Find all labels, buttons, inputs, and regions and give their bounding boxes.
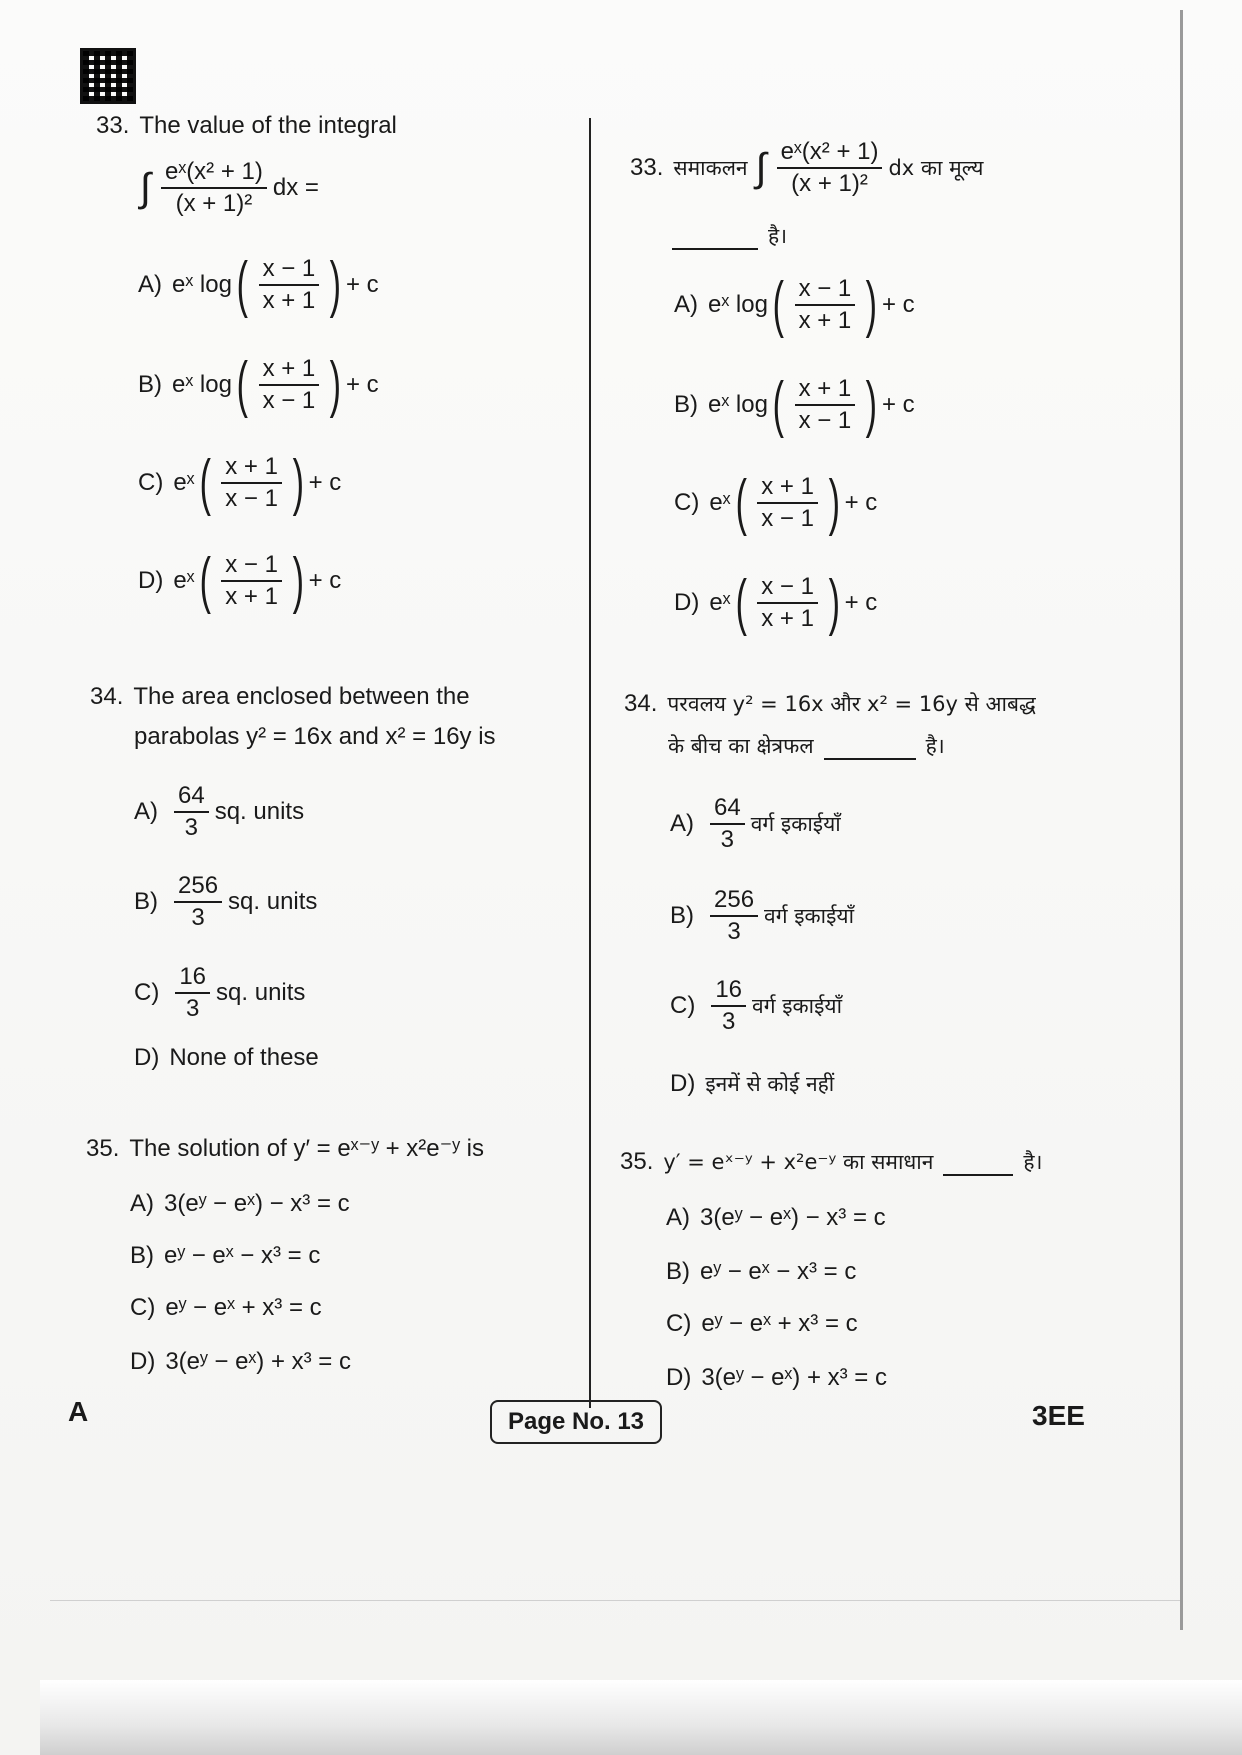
option-33d-en[interactable]	[138, 546, 342, 615]
option-text: eʸ − eˣ − x³ = c	[700, 1258, 857, 1285]
option-prefix: eˣ log	[172, 371, 232, 398]
option-label: B)	[670, 902, 694, 929]
right-paren-icon: )	[292, 448, 304, 517]
column-divider	[589, 118, 591, 1408]
fraction-numerator: x − 1	[757, 573, 818, 604]
option-33c-hi[interactable]	[674, 468, 878, 537]
left-paren-icon: (	[236, 250, 248, 319]
question-33-hi-line2	[672, 222, 787, 250]
option-35b-hi[interactable]	[666, 1258, 856, 1286]
fraction-numerator: x + 1	[221, 453, 282, 484]
option-fraction	[221, 453, 282, 513]
fraction-numerator: x − 1	[221, 551, 282, 582]
fraction-denominator: x + 1	[761, 605, 814, 632]
right-paren-icon: )	[329, 250, 342, 319]
fraction-denominator: (x + 1)²	[791, 170, 868, 197]
option-label: B)	[674, 391, 698, 418]
left-paren-icon: (	[772, 370, 784, 439]
right-paren-icon: )	[828, 568, 840, 637]
option-suffix: + c	[881, 291, 915, 318]
option-suffix: + c	[881, 391, 915, 418]
option-35a-en[interactable]	[130, 1190, 350, 1218]
option-35d-hi[interactable]	[666, 1364, 887, 1392]
option-text: None of these	[169, 1044, 319, 1071]
question-number: 35.	[86, 1135, 120, 1162]
option-34b-en[interactable]	[134, 872, 317, 932]
right-paren-icon: )	[828, 468, 840, 537]
left-paren-icon: (	[236, 350, 248, 419]
fraction-denominator: 3	[191, 904, 205, 931]
option-unit: sq. units	[228, 888, 318, 915]
question-33-hi	[630, 138, 983, 198]
option-34b-hi[interactable]	[670, 886, 854, 946]
option-unit: sq. units	[214, 798, 305, 825]
question-suffix: dx का मूल्य	[888, 156, 984, 180]
option-fraction	[175, 963, 210, 1023]
fraction-denominator: 3	[722, 1008, 736, 1035]
fraction-denominator: 3	[720, 826, 735, 853]
integral-sign-icon: ∫	[755, 146, 767, 190]
right-paren-icon: )	[865, 370, 878, 439]
option-label: B)	[666, 1258, 690, 1285]
option-suffix: + c	[345, 271, 379, 298]
option-33b-hi[interactable]	[674, 370, 915, 439]
fraction-numerator: 64	[710, 794, 745, 825]
option-fraction	[711, 976, 746, 1036]
scan-shadow	[40, 1680, 1242, 1755]
fraction-denominator: (x + 1)²	[175, 190, 253, 217]
set-letter: A	[68, 1396, 89, 1427]
option-33d-hi[interactable]	[674, 568, 878, 637]
question-text-line1: The area enclosed between the	[133, 683, 470, 710]
page-fold-line	[50, 1600, 1180, 1601]
option-label: D)	[666, 1364, 692, 1391]
fraction-numerator: x − 1	[795, 275, 856, 306]
qr-code-icon	[80, 48, 136, 104]
option-prefix: eˣ log	[708, 291, 768, 318]
option-label: C)	[670, 992, 696, 1019]
option-fraction	[259, 255, 320, 315]
option-33b-en[interactable]	[138, 350, 379, 419]
right-paren-icon: )	[329, 350, 342, 419]
option-label: D)	[130, 1348, 156, 1375]
fraction-denominator: 3	[186, 995, 200, 1022]
option-label: A)	[670, 810, 694, 837]
option-unit: वर्ग इकाईयाँ	[750, 812, 841, 836]
option-fraction	[221, 551, 282, 611]
option-33c-en[interactable]	[138, 448, 342, 517]
fraction-numerator: x + 1	[795, 375, 856, 406]
option-34c-en[interactable]	[134, 963, 305, 1023]
fraction-denominator: x − 1	[262, 387, 316, 414]
option-text: 3(eʸ − eˣ) + x³ = c	[701, 1364, 887, 1391]
question-33-en	[96, 112, 397, 140]
integral-suffix: dx =	[272, 174, 319, 201]
left-paren-icon: (	[735, 468, 747, 537]
option-label: B)	[134, 888, 158, 915]
answer-blank	[824, 738, 916, 760]
question-34-en	[90, 683, 560, 751]
fraction-denominator: x − 1	[798, 407, 852, 434]
option-34a-hi[interactable]	[670, 794, 841, 854]
option-label: C)	[666, 1310, 692, 1337]
option-33a-en[interactable]	[138, 250, 379, 319]
option-prefix: eˣ	[709, 589, 731, 616]
option-label: A)	[130, 1190, 154, 1217]
integral-expression-en	[140, 158, 319, 218]
fraction-numerator: 64	[174, 782, 209, 813]
option-fraction	[795, 275, 856, 335]
fraction-numerator: x − 1	[259, 255, 320, 286]
answer-blank	[672, 228, 758, 250]
option-suffix: + c	[308, 469, 342, 496]
question-prefix: समाकलन	[673, 156, 748, 180]
option-label: D)	[138, 567, 164, 594]
option-34a-en[interactable]	[134, 782, 304, 842]
left-paren-icon: (	[735, 568, 747, 637]
question-number: 34.	[90, 683, 124, 710]
question-number: 34.	[624, 690, 658, 717]
option-fraction	[795, 375, 856, 435]
option-fraction	[757, 573, 818, 633]
question-text: The value of the integral	[139, 112, 397, 139]
option-label: D)	[674, 589, 700, 616]
option-35d-en[interactable]	[130, 1348, 351, 1376]
option-34d-en[interactable]	[134, 1044, 319, 1072]
question-end: है।	[1023, 1150, 1043, 1174]
option-label: A)	[674, 291, 698, 318]
fraction-denominator: x + 1	[225, 583, 278, 610]
option-text: eʸ − eˣ + x³ = c	[701, 1310, 858, 1337]
left-paren-icon: (	[199, 546, 211, 615]
left-paren-icon: (	[772, 270, 784, 339]
option-fraction	[710, 794, 745, 854]
paper-code: 3EE	[1032, 1400, 1085, 1431]
fraction-denominator: x + 1	[262, 287, 316, 314]
integral-fraction	[161, 158, 267, 218]
option-fraction	[174, 872, 222, 932]
question-35-en	[86, 1134, 484, 1163]
option-text: eʸ − eˣ − x³ = c	[164, 1242, 321, 1269]
answer-blank	[943, 1154, 1013, 1176]
question-text: The solution of y′ = eˣ⁻ʸ + x²e⁻ʸ is	[129, 1135, 484, 1162]
integral-fraction	[777, 138, 883, 198]
integral-sign-icon: ∫	[140, 166, 151, 210]
option-text: इनमें से कोई नहीं	[705, 1072, 835, 1096]
option-label: A)	[134, 798, 158, 825]
question-number: 33.	[630, 154, 664, 181]
fraction-denominator: x − 1	[761, 505, 814, 532]
question-text-line1: परवलय y² = 16x और x² = 16y से आबद्ध	[667, 692, 1036, 716]
option-unit: वर्ग इकाईयाँ	[752, 994, 843, 1018]
fraction-denominator: 3	[184, 814, 199, 841]
fraction-numerator: x + 1	[259, 355, 320, 386]
option-label: D)	[134, 1044, 160, 1071]
page-number-box: Page No. 13	[490, 1400, 662, 1444]
fraction-denominator: 3	[727, 918, 741, 945]
option-35c-hi[interactable]	[666, 1310, 858, 1338]
option-label: C)	[130, 1294, 156, 1321]
option-text: eʸ − eˣ + x³ = c	[165, 1294, 322, 1321]
question-end: है।	[768, 224, 788, 248]
option-unit: sq. units	[216, 979, 306, 1006]
option-prefix: eˣ	[173, 469, 195, 496]
right-paren-icon: )	[292, 546, 304, 615]
question-number: 33.	[96, 112, 130, 139]
option-34d-hi[interactable]	[670, 1070, 834, 1098]
page-edge	[1180, 10, 1183, 1630]
option-text: 3(eʸ − eˣ) − x³ = c	[164, 1190, 350, 1217]
left-paren-icon: (	[199, 448, 211, 517]
right-paren-icon: )	[865, 270, 878, 339]
option-suffix: + c	[844, 589, 878, 616]
option-label: C)	[134, 979, 160, 1006]
option-35c-en[interactable]	[130, 1294, 322, 1322]
option-unit: वर्ग इकाईयाँ	[764, 904, 855, 928]
question-text-line2: parabolas y² = 16x and x² = 16y is	[134, 723, 496, 750]
option-35a-hi[interactable]	[666, 1204, 886, 1232]
option-fraction	[710, 886, 758, 946]
option-prefix: eˣ	[173, 567, 195, 594]
option-text: 3(eʸ − eˣ) + x³ = c	[165, 1348, 351, 1375]
fraction-denominator: x − 1	[225, 485, 278, 512]
fraction-denominator: x + 1	[798, 307, 852, 334]
option-label: C)	[138, 469, 164, 496]
option-label: C)	[674, 489, 700, 516]
option-prefix: eˣ log	[708, 391, 768, 418]
fraction-numerator: eˣ(x² + 1)	[777, 138, 883, 169]
question-35-hi	[620, 1148, 1043, 1176]
question-text-start: y′ = eˣ⁻ʸ + x²e⁻ʸ का समाधान	[663, 1150, 934, 1174]
option-fraction	[259, 355, 320, 415]
fraction-numerator: 16	[711, 976, 746, 1007]
option-fraction	[174, 782, 209, 842]
option-fraction	[757, 473, 818, 533]
option-suffix: + c	[345, 371, 379, 398]
option-label: B)	[130, 1242, 154, 1269]
question-text-start: के बीच का क्षेत्रफल	[668, 734, 814, 758]
option-suffix: + c	[308, 567, 342, 594]
question-34-hi	[624, 690, 1164, 760]
option-suffix: + c	[844, 489, 878, 516]
question-number: 35.	[620, 1148, 654, 1175]
fraction-numerator: 256	[174, 872, 222, 903]
fraction-numerator: x + 1	[757, 473, 818, 504]
question-end: है।	[925, 734, 945, 758]
option-text: 3(eʸ − eˣ) − x³ = c	[700, 1204, 886, 1231]
option-prefix: eˣ log	[172, 271, 232, 298]
option-35b-en[interactable]	[130, 1242, 320, 1270]
question-text-line2	[668, 732, 1164, 760]
fraction-numerator: 16	[175, 963, 210, 994]
option-prefix: eˣ	[709, 489, 731, 516]
option-label: D)	[670, 1070, 696, 1097]
option-33a-hi[interactable]	[674, 270, 915, 339]
option-label: A)	[666, 1204, 690, 1231]
option-34c-hi[interactable]	[670, 976, 842, 1036]
option-label: B)	[138, 371, 162, 398]
fraction-numerator: eˣ(x² + 1)	[161, 158, 267, 189]
option-label: A)	[138, 271, 162, 298]
fraction-numerator: 256	[710, 886, 758, 917]
